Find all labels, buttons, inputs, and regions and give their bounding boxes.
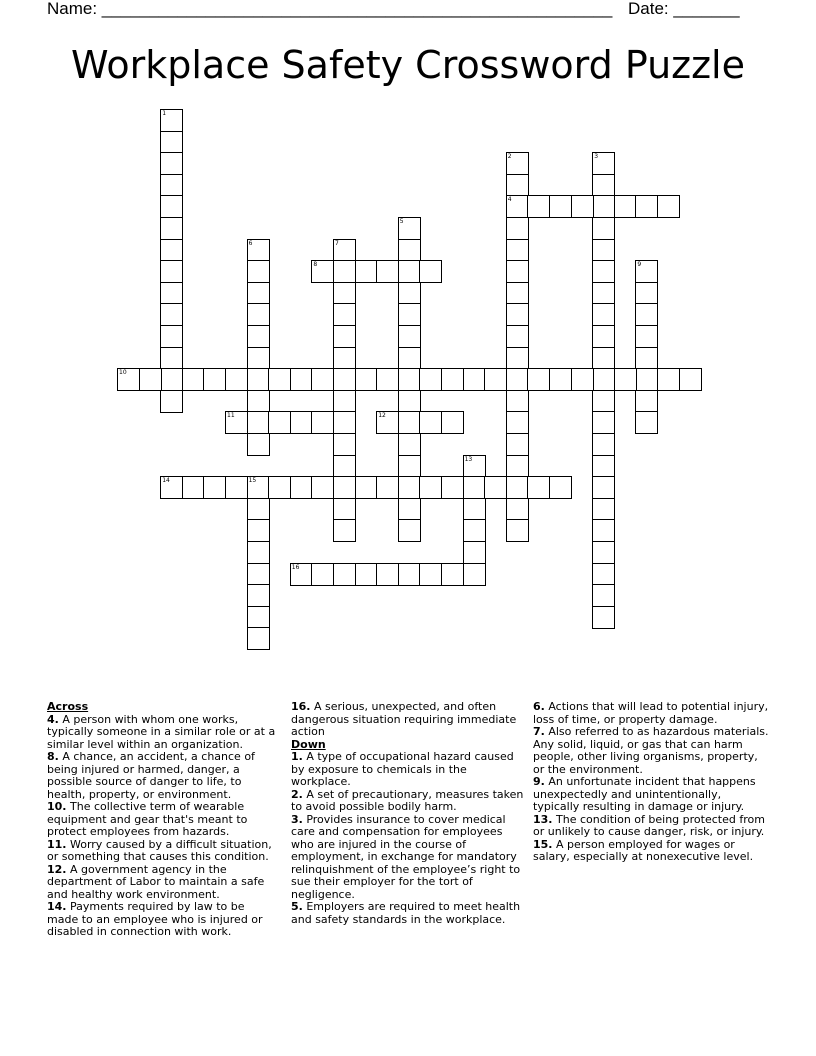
crossword-cell[interactable]	[160, 390, 183, 413]
crossword-cell[interactable]	[506, 390, 529, 413]
crossword-cell[interactable]	[333, 303, 356, 326]
crossword-cell[interactable]	[419, 368, 442, 391]
crossword-cell[interactable]	[592, 541, 615, 564]
crossword-cell[interactable]	[160, 282, 183, 305]
crossword-cell[interactable]	[247, 476, 270, 499]
crossword-cell[interactable]	[398, 303, 421, 326]
crossword-cell[interactable]	[506, 195, 529, 218]
crossword-cell[interactable]	[506, 303, 529, 326]
puzzle-title: Workplace Safety Crossword Puzzle	[71, 43, 745, 87]
crossword-cell[interactable]	[419, 476, 442, 499]
crossword-cell[interactable]	[635, 368, 658, 391]
clue-item	[291, 751, 525, 789]
across-heading: Across	[47, 700, 89, 713]
crossword-cell[interactable]	[355, 563, 378, 586]
clue-num: 5.	[291, 900, 303, 913]
clue-text: An unfortunate incident that happens unexpectedly and unintentionally, typically resulting in damage or injury.	[533, 775, 756, 813]
crossword-cell[interactable]	[592, 174, 615, 197]
crossword-cell[interactable]	[398, 433, 421, 456]
crossword-cell[interactable]	[160, 152, 183, 175]
crossword-cell[interactable]	[657, 368, 680, 391]
crossword-cell[interactable]	[333, 498, 356, 521]
crossword-cell[interactable]	[592, 347, 615, 370]
crossword-cell[interactable]	[592, 498, 615, 521]
clue-num: 15.	[533, 837, 553, 851]
crossword-cell[interactable]	[592, 152, 615, 175]
clue-number: 1	[162, 110, 167, 117]
across-clue-list	[47, 714, 279, 939]
clue-text: The condition of being protected from or unlikely to cause danger, risk, or injury.	[533, 812, 765, 838]
crossword-cell[interactable]	[160, 217, 183, 240]
clue-item	[291, 789, 525, 814]
crossword-cell[interactable]	[614, 368, 637, 391]
crossword-cell[interactable]	[160, 368, 183, 391]
crossword-cell[interactable]	[268, 368, 291, 391]
crossword-cell[interactable]	[333, 260, 356, 283]
down-heading: Down	[291, 737, 326, 751]
clues-column-3	[533, 701, 769, 864]
crossword-cell[interactable]	[506, 152, 529, 175]
crossword-cell[interactable]	[441, 563, 464, 586]
crossword-cell[interactable]	[160, 347, 183, 370]
crossword-cell[interactable]	[333, 390, 356, 413]
clue-num: 7.	[533, 725, 545, 738]
clue-number: 14	[162, 477, 170, 485]
crossword-cell[interactable]	[635, 282, 658, 305]
crossword-cell[interactable]	[506, 476, 529, 499]
crossword-cell[interactable]	[376, 476, 399, 499]
crossword-cell[interactable]	[398, 563, 421, 586]
crossword-cell[interactable]	[635, 260, 658, 283]
crossword-cell[interactable]	[592, 563, 615, 586]
crossword-cell[interactable]	[463, 368, 486, 391]
clue-number: 3	[594, 153, 599, 161]
crossword-cell[interactable]	[549, 368, 572, 391]
crossword-cell[interactable]	[247, 627, 270, 650]
crossword-cell[interactable]	[247, 347, 270, 370]
crossword-cell[interactable]	[247, 325, 270, 348]
crossword-cell[interactable]	[160, 260, 183, 283]
clue-num: 1.	[291, 750, 303, 763]
crossword-cell[interactable]	[376, 411, 399, 434]
clue-item	[291, 901, 525, 926]
clue-number: 12	[378, 412, 386, 420]
crossword-cell[interactable]	[635, 347, 658, 370]
crossword-cell[interactable]	[635, 325, 658, 348]
clue-num: 10.	[47, 800, 67, 813]
clue-number: 4	[507, 196, 512, 204]
crossword-cell[interactable]	[506, 217, 529, 240]
crossword-cell[interactable]	[506, 498, 529, 521]
crossword-cell[interactable]	[333, 411, 356, 434]
crossword-cell[interactable]	[311, 260, 334, 283]
crossword-cell[interactable]	[484, 476, 507, 499]
crossword-cell[interactable]	[398, 217, 421, 240]
clue-number: 9	[637, 261, 642, 269]
crossword-cell[interactable]	[398, 411, 421, 434]
crossword-cell[interactable]	[333, 282, 356, 305]
crossword-cell[interactable]	[592, 455, 615, 478]
crossword-cell[interactable]	[247, 411, 270, 434]
crossword-cell[interactable]	[160, 303, 183, 326]
crossword-cell[interactable]	[333, 433, 356, 456]
crossword-cell[interactable]	[506, 455, 529, 478]
crossword-cell[interactable]	[592, 390, 615, 413]
crossword-cell[interactable]	[355, 260, 378, 283]
crossword-cell[interactable]	[160, 131, 183, 154]
clue-item	[291, 814, 525, 902]
crossword-cell[interactable]	[225, 476, 248, 499]
clue-num: 11.	[47, 837, 67, 851]
clue-num: 6.	[533, 700, 545, 713]
crossword-cell[interactable]	[182, 368, 205, 391]
crossword-cell[interactable]	[333, 325, 356, 348]
clue-item	[533, 726, 769, 776]
crossword-cell[interactable]	[139, 368, 162, 391]
crossword-cell[interactable]	[463, 455, 486, 478]
crossword-cell[interactable]	[311, 368, 334, 391]
crossword-cell[interactable]	[592, 303, 615, 326]
crossword-cell[interactable]	[225, 368, 248, 391]
crossword-cell[interactable]	[268, 411, 291, 434]
crossword-cell[interactable]	[592, 368, 615, 391]
clue-text: A serious, unexpected, and often dangerous situation requiring immediate action	[291, 700, 517, 738]
crossword-cell[interactable]	[117, 368, 140, 391]
crossword-cell[interactable]	[376, 260, 399, 283]
crossword-cell[interactable]	[592, 282, 615, 305]
crossword-cell[interactable]	[247, 541, 270, 564]
crossword-cell[interactable]	[657, 195, 680, 218]
clue-text: Payments required by law to be made to an employee who is injured or disabled in connection with work.	[47, 900, 263, 938]
crossword-cell[interactable]	[398, 347, 421, 370]
crossword-cell[interactable]	[398, 239, 421, 262]
across-clue-list-cont	[291, 701, 525, 739]
crossword-cell[interactable]	[549, 476, 572, 499]
crossword-cell[interactable]	[592, 411, 615, 434]
crossword-cell[interactable]	[635, 195, 658, 218]
crossword-cell[interactable]	[160, 239, 183, 262]
clue-item	[533, 839, 769, 864]
crossword-cell[interactable]	[290, 563, 313, 586]
clue-num: 9.	[533, 775, 545, 788]
clue-item	[47, 714, 279, 752]
crossword-cell[interactable]	[592, 519, 615, 542]
crossword-cell[interactable]	[463, 498, 486, 521]
crossword-cell[interactable]	[527, 368, 550, 391]
clue-item	[47, 801, 279, 839]
crossword-cell[interactable]	[571, 368, 594, 391]
crossword-cell[interactable]	[160, 109, 183, 132]
clue-number: 16	[291, 563, 300, 571]
crossword-cell[interactable]	[333, 368, 356, 391]
crossword-cell[interactable]	[376, 368, 399, 391]
crossword-cell[interactable]	[225, 411, 248, 434]
clue-number: 6	[248, 239, 253, 247]
crossword-cell[interactable]	[506, 519, 529, 542]
crossword-cell[interactable]	[290, 411, 313, 434]
crossword-cell[interactable]	[506, 282, 529, 305]
clue-item	[47, 864, 279, 902]
clue-number: 7	[335, 239, 339, 247]
crossword-cell[interactable]	[247, 563, 270, 586]
clue-number: 11	[227, 412, 235, 420]
crossword-cell[interactable]	[247, 433, 270, 456]
crossword-cell[interactable]	[592, 476, 615, 499]
crossword-cell[interactable]	[333, 563, 356, 586]
clues-column-2	[291, 701, 525, 926]
clue-item	[47, 751, 279, 801]
clue-text: A government agency in the department of Labor to maintain a safe and healthy work environment.	[47, 862, 265, 901]
crossword-cell[interactable]	[506, 368, 529, 391]
crossword-cell[interactable]	[247, 498, 270, 521]
crossword-cell[interactable]	[398, 368, 421, 391]
crossword-cell[interactable]	[527, 195, 550, 218]
crossword-cell[interactable]	[592, 260, 615, 283]
crossword-cell[interactable]	[333, 455, 356, 478]
clue-num: 3.	[291, 812, 303, 826]
crossword-cell[interactable]	[419, 260, 442, 283]
clue-text: The collective term of wearable equipment and gear that's meant to protect employees from hazards.	[47, 800, 248, 838]
crossword-cell[interactable]	[355, 476, 378, 499]
crossword-cell[interactable]	[160, 476, 183, 499]
crossword-cell[interactable]	[247, 390, 270, 413]
crossword-cell[interactable]	[247, 519, 270, 542]
crossword-cell[interactable]	[592, 584, 615, 607]
down-clue-list-cont	[533, 701, 769, 864]
crossword-cell[interactable]	[463, 541, 486, 564]
crossword-cell[interactable]	[635, 411, 658, 434]
crossword-cell[interactable]	[635, 390, 658, 413]
crossword-cell[interactable]	[506, 174, 529, 197]
crossword-cell[interactable]	[247, 303, 270, 326]
clue-num: 16.	[291, 700, 311, 713]
crossword-cell[interactable]	[247, 368, 270, 391]
clue-num: 14.	[47, 900, 67, 913]
crossword-cell[interactable]	[398, 476, 421, 499]
crossword-cell[interactable]	[635, 303, 658, 326]
clue-num: 4.	[47, 712, 59, 726]
crossword-cell[interactable]	[506, 411, 529, 434]
crossword-cell[interactable]	[203, 476, 226, 499]
clue-text: Employers are required to meet health and safety standards in the workplace.	[291, 900, 521, 926]
crossword-cell[interactable]	[247, 239, 270, 262]
crossword-cell[interactable]	[441, 368, 464, 391]
crossword-cell[interactable]	[398, 390, 421, 413]
crossword-cell[interactable]	[398, 519, 421, 542]
crossword-cell[interactable]	[441, 411, 464, 434]
crossword-cell[interactable]	[506, 347, 529, 370]
clue-item	[533, 776, 769, 814]
crossword-cell[interactable]	[506, 260, 529, 283]
crossword-cell[interactable]	[463, 519, 486, 542]
crossword-cell[interactable]	[311, 476, 334, 499]
clue-text: A person with whom one works, typically someone in a similar role or at a similar level within an organization.	[47, 712, 276, 751]
crossword-cell[interactable]	[549, 195, 572, 218]
crossword-cell[interactable]	[398, 455, 421, 478]
clue-num: 2.	[291, 787, 303, 801]
crossword-cell[interactable]	[160, 174, 183, 197]
crossword-cell[interactable]	[376, 563, 399, 586]
crossword-cell[interactable]	[290, 476, 313, 499]
crossword-cell[interactable]	[247, 282, 270, 305]
clue-number: 8	[313, 261, 318, 269]
crossword-cell[interactable]	[571, 195, 594, 218]
crossword-cell[interactable]	[311, 411, 334, 434]
clue-text: A type of occupational hazard caused by exposure to chemicals in the workplace.	[291, 750, 514, 788]
crossword-cell[interactable]	[527, 476, 550, 499]
clue-text: Actions that will lead to potential injury, loss of time, or property damage.	[533, 700, 769, 726]
clue-text: A person employed for wages or salary, especially at nonexecutive level.	[533, 837, 754, 863]
crossword-cell[interactable]	[592, 239, 615, 262]
crossword-cell[interactable]	[398, 282, 421, 305]
crossword-cell[interactable]	[419, 411, 442, 434]
clue-text: A chance, an accident, a chance of being injured or harmed, danger, a possible source of danger to life, to health, property, or environment.	[47, 750, 255, 801]
clue-text: Also referred to as hazardous materials. Any solid, liquid, or gas that can harm people, other living organisms, property, or the environment.	[533, 725, 769, 776]
clue-number: 10	[119, 369, 127, 377]
crossword-cell[interactable]	[441, 476, 464, 499]
crossword-cell[interactable]	[463, 563, 486, 586]
crossword-cell[interactable]	[333, 519, 356, 542]
crossword-cell[interactable]	[419, 563, 442, 586]
crossword-cell[interactable]	[333, 347, 356, 370]
clue-text: Worry caused by a difficult situation, or something that causes this condition.	[47, 837, 272, 863]
clue-num: 13.	[533, 812, 553, 826]
crossword-cell[interactable]	[333, 239, 356, 262]
crossword-cell[interactable]	[592, 606, 615, 629]
clue-item	[291, 701, 525, 739]
clue-item	[47, 901, 279, 939]
clues-column-1	[47, 701, 279, 939]
crossword-cell[interactable]	[247, 606, 270, 629]
crossword-cell[interactable]	[398, 498, 421, 521]
crossword-cell[interactable]	[268, 476, 291, 499]
date-line: Date: _______	[628, 0, 740, 18]
clue-item	[533, 701, 769, 726]
crossword-cell[interactable]	[614, 195, 637, 218]
crossword-cell[interactable]	[592, 217, 615, 240]
clue-text: A set of precautionary, measures taken to avoid possible bodily harm.	[291, 787, 524, 813]
crossword-cell[interactable]	[506, 239, 529, 262]
clue-item	[533, 814, 769, 839]
crossword-cell[interactable]	[247, 584, 270, 607]
crossword-cell[interactable]	[203, 368, 226, 391]
clue-number: 5	[399, 218, 404, 225]
clue-item	[47, 839, 279, 864]
crossword-cell[interactable]	[592, 433, 615, 456]
down-clue-list	[291, 751, 525, 926]
clue-num: 12.	[47, 862, 67, 876]
crossword-cell[interactable]	[506, 325, 529, 348]
crossword-cell[interactable]	[311, 563, 334, 586]
crossword-cell[interactable]	[290, 368, 313, 391]
crossword-cell[interactable]	[506, 433, 529, 456]
crossword-cell[interactable]	[333, 476, 356, 499]
clue-number: 2	[507, 153, 512, 161]
crossword-cell[interactable]	[463, 476, 486, 499]
crossword-cell[interactable]	[592, 195, 615, 218]
crossword-cell[interactable]	[160, 325, 183, 348]
crossword-cell[interactable]	[182, 476, 205, 499]
clue-number: 15	[248, 477, 257, 485]
name-line: Name: ______________________________________________________	[47, 0, 613, 18]
clue-num: 8.	[47, 750, 59, 763]
crossword-cell[interactable]	[398, 260, 421, 283]
crossword-cell[interactable]	[398, 325, 421, 348]
crossword-cell[interactable]	[592, 325, 615, 348]
clue-text: Provides insurance to cover medical care and compensation for employees who are injured in the course of employment, in exchange for mandatory relinquishment of the employee’s right to sue their employer for the tort of negligence.	[291, 812, 521, 901]
clue-number: 13	[464, 455, 473, 463]
crossword-cell[interactable]	[247, 260, 270, 283]
crossword-cell[interactable]	[355, 368, 378, 391]
crossword-cell[interactable]	[679, 368, 702, 391]
crossword-cell[interactable]	[484, 368, 507, 391]
crossword-cell[interactable]	[160, 195, 183, 218]
